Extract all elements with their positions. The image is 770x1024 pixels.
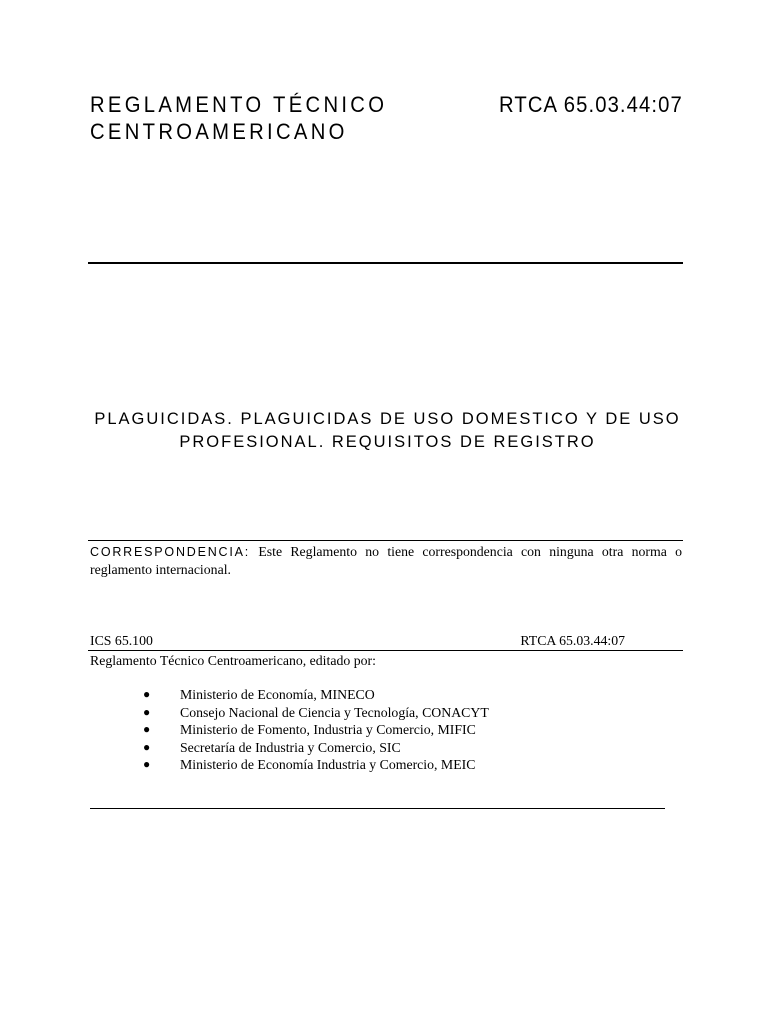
correspondence-divider — [88, 540, 683, 541]
correspondence-text: Este Reglamento no tiene correspondencia con ninguna otra norma o reglamento internacional. — [90, 544, 682, 577]
bottom-divider — [90, 808, 665, 809]
correspondence-note — [90, 543, 682, 579]
bullet-icon: ● — [143, 739, 151, 754]
document-title — [90, 408, 685, 454]
document-title-line-2: PROFESIONAL. REQUISITOS DE REGISTRO — [179, 433, 596, 451]
document-title-line-1: PLAGUICIDAS. PLAGUICIDAS DE USO DOMESTICO Y DE USO — [94, 410, 681, 428]
bullet-icon: ● — [143, 687, 151, 701]
header-title-line-2: CENTROAMERICANO — [90, 119, 348, 144]
edited-by-text: Reglamento Técnico Centroamericano, editado por: — [90, 653, 376, 668]
bullet-icon: ● — [143, 722, 151, 736]
ics-reference: RTCA 65.03.44:07 — [520, 633, 625, 648]
regulation-header-title — [90, 91, 387, 145]
regulation-code: RTCA 65.03.44:07 — [499, 92, 683, 117]
ics-code: ICS 65.100 — [90, 633, 153, 648]
bullet-icon: ● — [143, 704, 151, 719]
top-divider — [88, 262, 683, 264]
ministry-name: Ministerio de Fomento, Industria y Comercio, MIFIC — [180, 722, 476, 737]
header-title-line-1: REGLAMENTO TÉCNICO — [90, 92, 388, 117]
correspondence-label: CORRESPONDENCIA: — [90, 545, 251, 559]
ics-divider — [88, 650, 683, 651]
bullet-icon: ● — [143, 757, 151, 771]
ministry-name: Consejo Nacional de Ciencia y Tecnología, CONACYT — [180, 704, 489, 720]
ministry-name: Secretaría de Industria y Comercio, SIC — [180, 739, 401, 755]
ministry-name: Ministerio de Economía, MINECO — [180, 687, 375, 702]
ministry-name: Ministerio de Economía Industria y Comercio, MEIC — [180, 757, 476, 772]
